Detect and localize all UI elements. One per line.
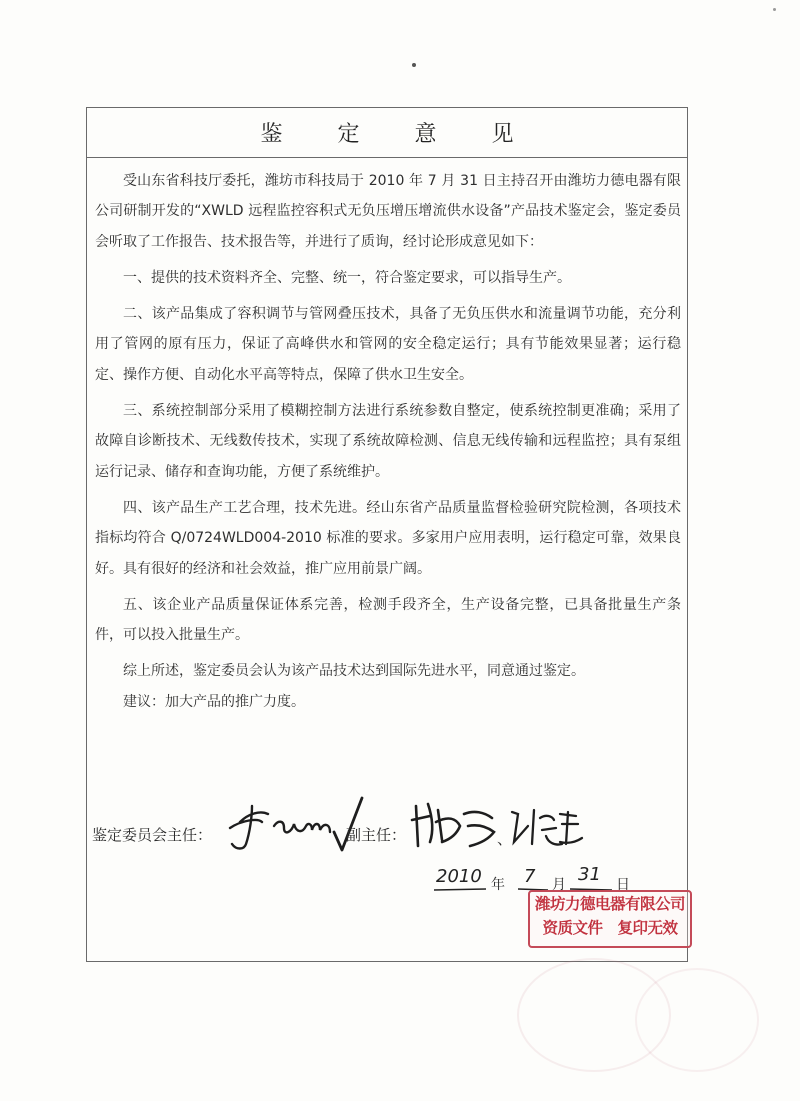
paragraph-item-1: 一、提供的技术资料齐全、完整、统一，符合鉴定要求，可以指导生产。 bbox=[123, 269, 571, 286]
paragraph-conclusion: 综上所述，鉴定委员会认为该产品技术达到国际先进水平，同意通过鉴定。 bbox=[123, 663, 585, 680]
signature-separator: 、 bbox=[497, 830, 513, 848]
company-copy-stamp bbox=[528, 890, 692, 948]
date-month: 7 bbox=[524, 866, 536, 887]
appraisal-opinion-frame bbox=[86, 107, 688, 962]
date-year-unit: 年 bbox=[491, 877, 505, 893]
date-year: 2010 bbox=[436, 866, 482, 887]
title-row bbox=[87, 108, 687, 158]
scan-speck bbox=[773, 8, 776, 11]
faint-seal-impression bbox=[635, 968, 759, 1072]
scan-speck bbox=[412, 63, 416, 67]
opinion-body bbox=[95, 166, 681, 717]
stamp-company-name: 潍坊力德电器有限公司 bbox=[534, 895, 685, 913]
paragraph-item-3: 三、系统控制部分采用了模糊控制方法进行系统参数自整定，使系统控制更准确；采用了故障自诊断技术、无线数传技术，实现了系统故障检测、信息无线传输和远程监控；具有泵组运行记录、储存和查询功能，方便了系统维护。 bbox=[95, 403, 681, 480]
stamp-notice: 资质文件 复印无效 bbox=[542, 919, 678, 937]
vice-chair-label: 副主任： bbox=[346, 826, 407, 844]
page-title: 鉴 定 意 见 bbox=[260, 122, 538, 147]
paragraph-item-2: 二、该产品集成了容积调节与管网叠压技术，具备了无负压供水和流量调节功能，充分利用了管网的原有压力，保证了高峰供水和管网的安全稳定运行；具有节能效果显著；运行稳定、操作方便、自动化水平高等特点，保障了供水卫生安全。 bbox=[95, 306, 681, 383]
paragraph-intro: 受山东省科技厅委托，潍坊市科技局于 2010 年 7 月 31 日主持召开由潍坊力德电器有限公司研制开发的“XWLD 远程监控容积式无负压增压增流供水设备”产品技术鉴定会，鉴定委员会听取了工作报告、技术报告等，并进行了质询，经讨论形成意见如下： bbox=[95, 173, 681, 250]
paragraph-suggestion: 建议：加大产品的推广力度。 bbox=[123, 693, 305, 710]
paragraph-item-5: 五、该企业产品质量保证体系完善，检测手段齐全，生产设备完整，已具备批量生产条件，可以投入批量生产。 bbox=[95, 596, 681, 644]
date-day: 31 bbox=[578, 864, 601, 885]
date-month-unit: 月 bbox=[552, 877, 566, 893]
date-day-unit: 日 bbox=[616, 877, 630, 893]
chair-label: 鉴定委员会主任： bbox=[92, 826, 213, 844]
paragraph-item-4: 四、该产品生产工艺合理，技术先进。经山东省产品质量监督检验研究院检测，各项技术指标均符合 Q/0724WLD004-2010 标准的要求。多家用户应用表明，运行稳定可靠，效果良好。具有很好的经济和社会效益，推广应用前景广阔。 bbox=[95, 499, 681, 577]
